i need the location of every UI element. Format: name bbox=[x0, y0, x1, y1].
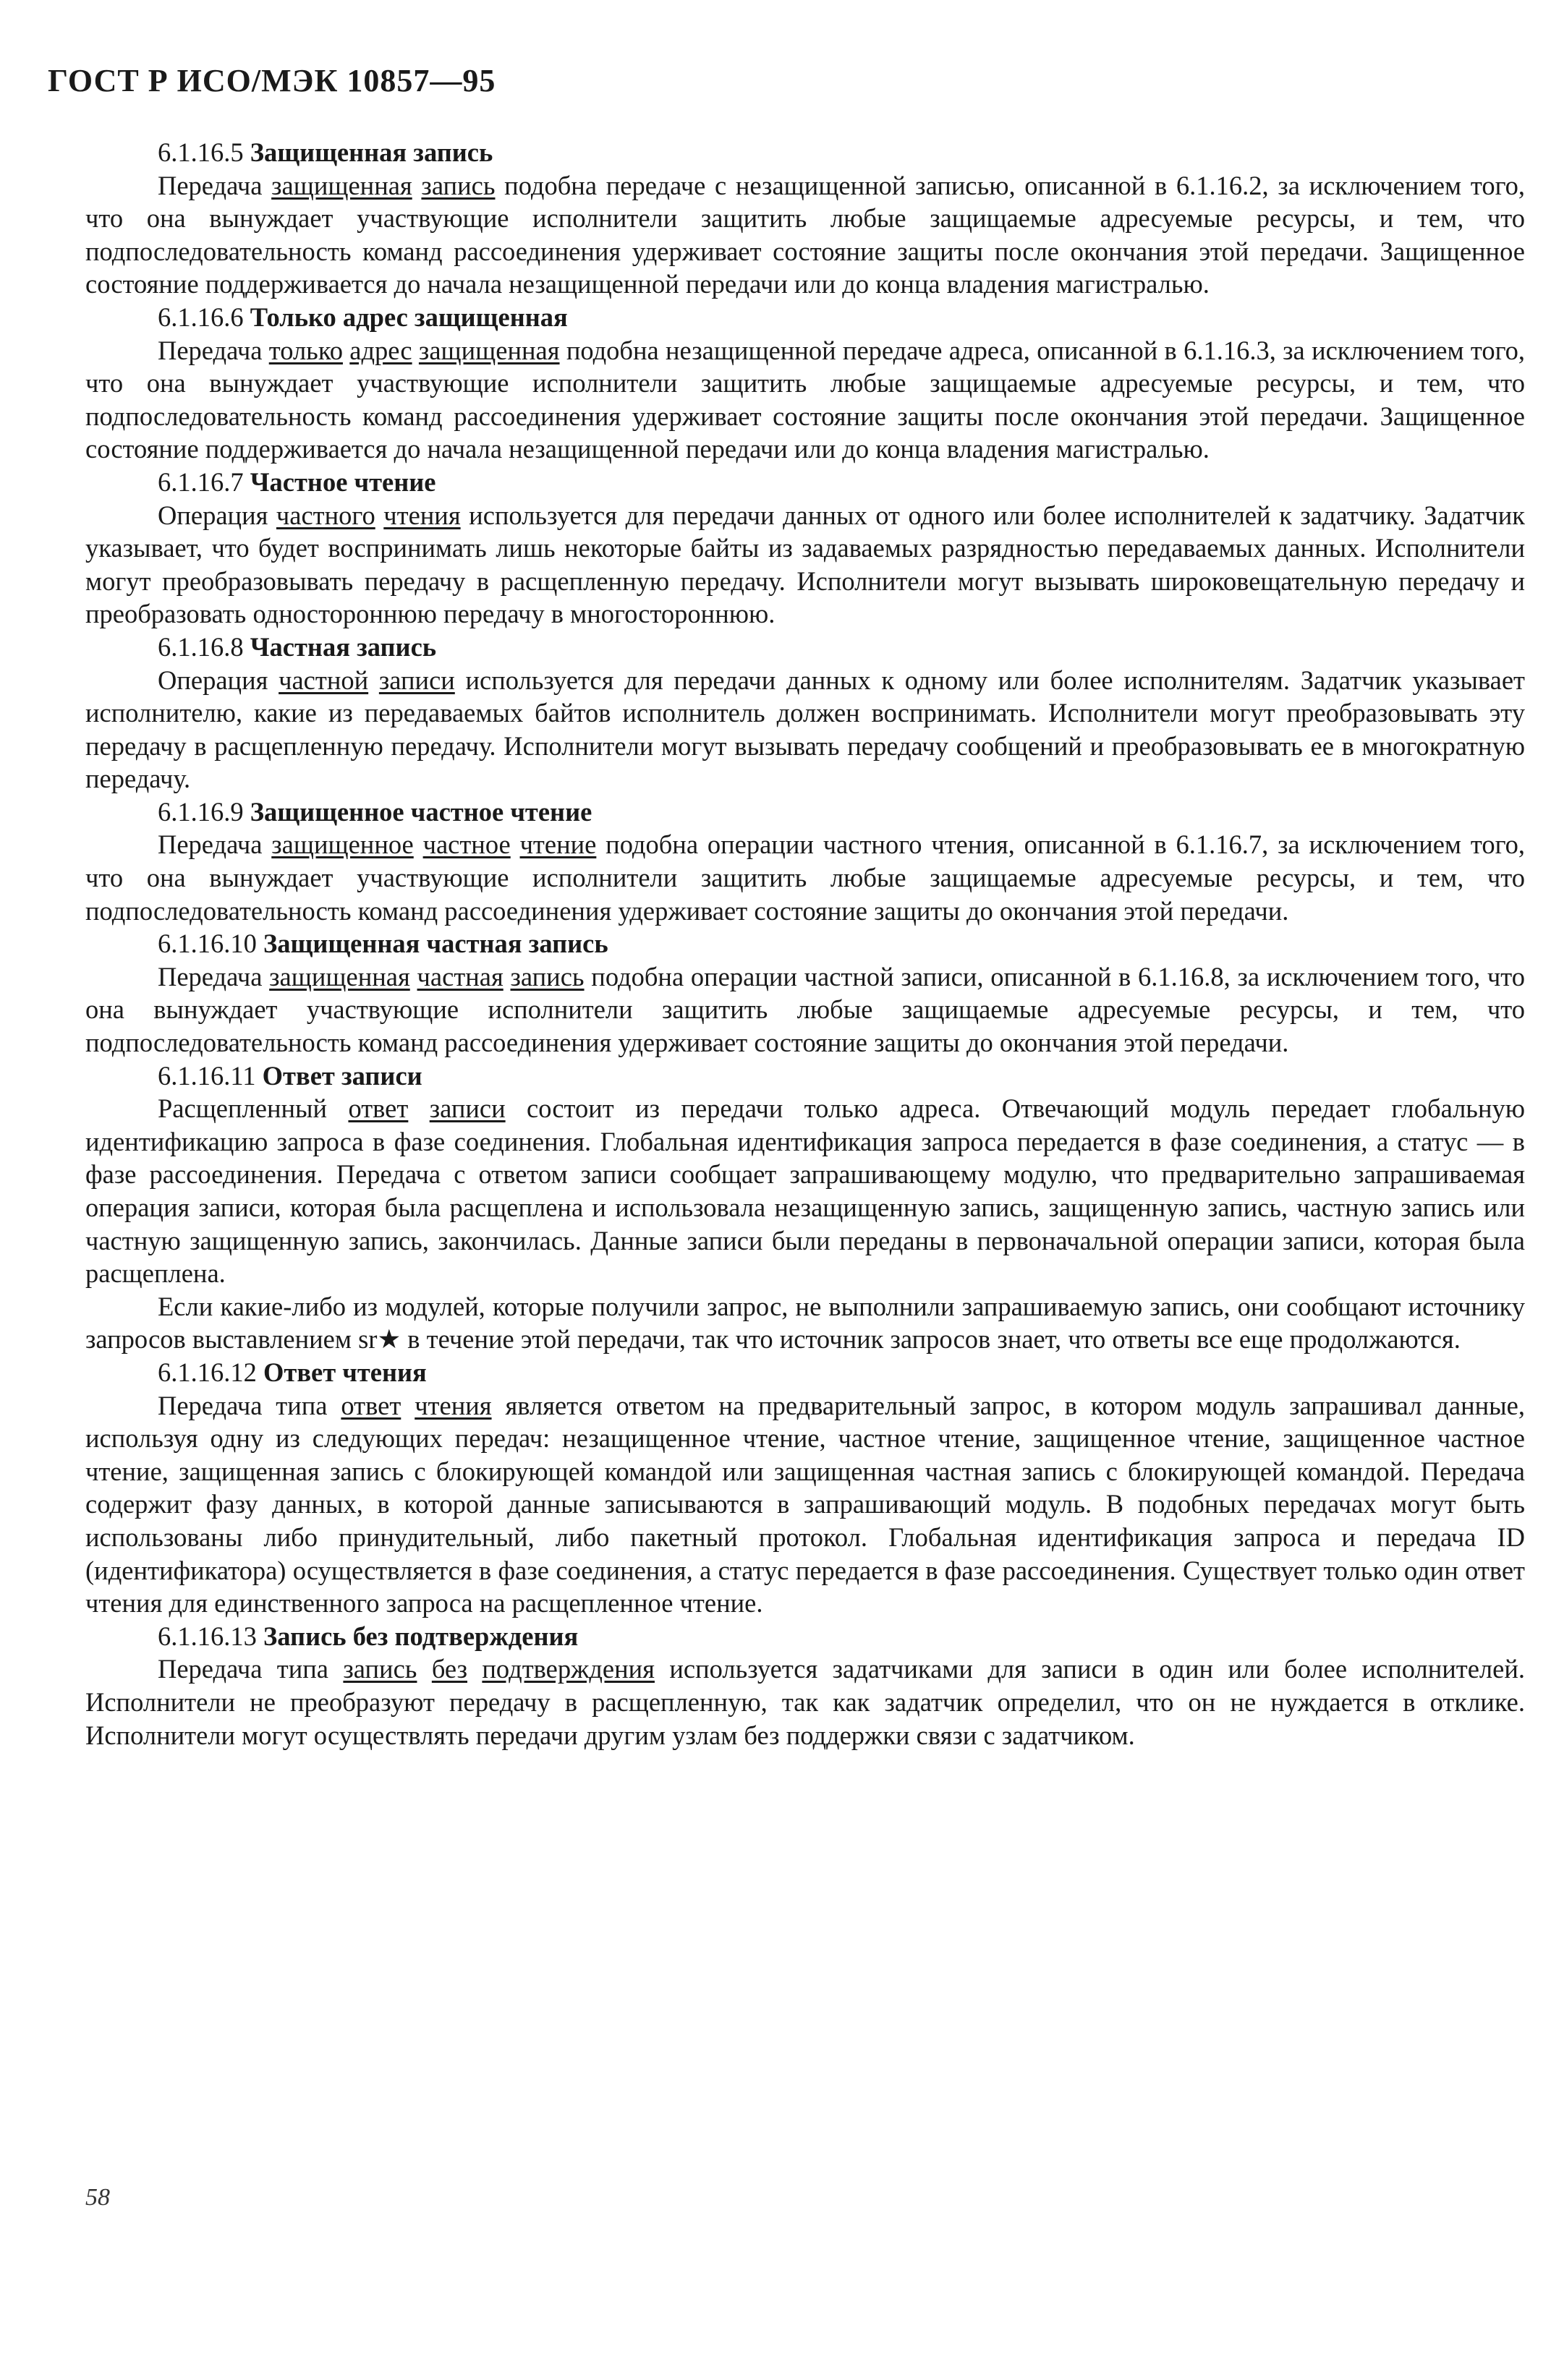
text-run: используется задатчиками для записи в один или более исполнителей. Исполнители не преобразуют передачу в расщепленную, так как задатчик определил, что он не нуждается в отклике. Исполнители могут осуществлять передачи другим узлам без поддержки связи с задатчиком. bbox=[85, 1654, 1525, 1750]
paragraph bbox=[85, 664, 1525, 796]
underlined-term: частная bbox=[417, 961, 503, 991]
section-heading bbox=[85, 301, 1525, 334]
section-title: Запись без подтверждения bbox=[263, 1621, 579, 1651]
text-run bbox=[503, 962, 511, 991]
section-heading bbox=[85, 927, 1525, 960]
section-title: Защищенная частная запись bbox=[263, 929, 608, 959]
text-run: состоит из передачи только адреса. Отвечающий модуль передает глобальную идентификацию запроса в фазе соединения. Глобальная идентификация запроса передается в фазе соединения, а статус — в фазе рассоединения. Передача с ответом записи сообщает запрашивающему модулю, что предварительно запрашиваемая операция записи, которая была расщеплена и использовала незащищенную запись, защищенную запись, частную запись или частную защищенную запись, закончилась. Данные записи были переданы в первоначальной операции записи, которая была расщеплена. bbox=[85, 1093, 1526, 1289]
section-heading bbox=[85, 796, 1525, 829]
underlined-term: без bbox=[431, 1654, 467, 1684]
paragraph bbox=[85, 1290, 1525, 1356]
text-run bbox=[414, 829, 423, 859]
section-number: 6.1.16.8 bbox=[158, 631, 244, 662]
paragraph bbox=[85, 828, 1525, 927]
text-run: подобна незащищенной передаче адреса, описанной в 6.1.16.3, за исключением того, что она вынуждает участвующие исполнители защитить любые защищаемые адресуемые ресурсы, и тем, что подпоследовательность команд рассоединения удерживает состояние защиты после окончания этой передачи. Защищенное состояние поддерживается до начала незащищенной передачи или до конца владения магистралью. bbox=[85, 335, 1526, 464]
underlined-term: запись bbox=[343, 1654, 417, 1684]
paragraph bbox=[85, 1652, 1525, 1752]
text-run bbox=[412, 171, 422, 200]
document-body bbox=[85, 136, 1525, 1752]
text-run bbox=[408, 1093, 429, 1123]
text-run: является ответом на предварительный запрос, в котором модуль запрашивал данные, используя одну из следующих передач: незащищенное чтение, частное чтение, защищенное чтение, защищенное частное чтение, защищенная запись с блокирующей командой или защищенная частная запись с блокирующей командой. Передача содержит фазу данных, в которой данные записываются в запрашивающий модуль. В подобных передачах могут быть использованы либо принудительный, либо пакетный протокол. Глобальная идентификация запроса и передача ID (идентификатора) осуществляется в фазе соединения, а статус передается в фазе рассоединения. Существует только один ответ чтения для единственного запроса на расщепленное чтение. bbox=[85, 1390, 1525, 1618]
underlined-term: чтение bbox=[519, 829, 597, 860]
text-run: Операция bbox=[158, 665, 279, 695]
underlined-term: частной bbox=[279, 665, 369, 695]
section-title: Ответ чтения bbox=[263, 1357, 427, 1387]
underlined-term: записи bbox=[429, 1093, 506, 1124]
text-run: Передача типа bbox=[158, 1654, 344, 1684]
section bbox=[85, 466, 1525, 631]
section-number: 6.1.16.5 bbox=[158, 137, 244, 167]
paragraph bbox=[85, 499, 1525, 631]
section-number: 6.1.16.11 bbox=[158, 1060, 256, 1091]
section-title: Частная запись bbox=[250, 631, 437, 662]
underlined-term: частного bbox=[276, 500, 375, 530]
underlined-term: защищенное bbox=[271, 829, 414, 860]
underlined-term: защищенная bbox=[271, 170, 412, 200]
text-run: Передача bbox=[158, 961, 270, 991]
section-title: Защищенное частное чтение bbox=[250, 796, 592, 827]
text-run: подобна операции частной записи, описанной в 6.1.16.8, за исключением того, что она вынуждает участвующие исполнители защитить любые защищаемые адресуемые ресурсы, и тем, что подпоследовательность команд рассоединения удерживает состояние защиты до окончания этой передачи. bbox=[85, 961, 1526, 1058]
paragraph bbox=[85, 1092, 1525, 1290]
underlined-term: защищенная bbox=[269, 961, 410, 991]
text-run: Передача bbox=[158, 335, 269, 365]
paragraph bbox=[85, 960, 1525, 1059]
underlined-term: защищенная bbox=[418, 335, 560, 365]
section-title: Ответ записи bbox=[262, 1060, 422, 1091]
text-run bbox=[368, 665, 379, 695]
section-heading bbox=[85, 1620, 1525, 1653]
text-run: используется для передачи данных к одному или более исполнителям. Задатчик указывает исполнителю, какие из передаваемых байтов исполнитель должен воспринимать. Исполнители могут преобразовывать эту передачу в расщепленную передачу. Исполнители могут вызывать передачу сообщений и преобразовывать ее в многократную передачу. bbox=[85, 665, 1526, 794]
section-title: Частное чтение bbox=[250, 466, 436, 497]
section bbox=[85, 301, 1525, 466]
underlined-term: запись bbox=[421, 170, 496, 200]
underlined-term: ответ bbox=[341, 1390, 401, 1420]
underlined-term: адрес bbox=[349, 335, 412, 365]
section-number: 6.1.16.13 bbox=[158, 1621, 257, 1651]
text-run bbox=[467, 1654, 482, 1684]
underlined-term: запись bbox=[510, 961, 585, 991]
page-number: 58 bbox=[85, 2184, 110, 2211]
paragraph bbox=[85, 1389, 1525, 1620]
section-heading bbox=[85, 466, 1525, 499]
document-header: ГОСТ Р ИСО/МЭК 10857—95 bbox=[48, 63, 496, 98]
section-heading bbox=[85, 1059, 1525, 1093]
section-heading bbox=[85, 1356, 1525, 1389]
underlined-term: записи bbox=[378, 665, 455, 695]
underlined-term: чтения bbox=[383, 500, 461, 530]
text-run bbox=[401, 1391, 415, 1420]
text-run: Передача bbox=[158, 829, 272, 860]
section-title: Только адрес защищенная bbox=[250, 302, 568, 332]
section-number: 6.1.16.12 bbox=[158, 1357, 257, 1387]
paragraph bbox=[85, 169, 1525, 301]
text-run: Операция bbox=[158, 500, 276, 530]
text-run bbox=[410, 962, 417, 991]
section-heading bbox=[85, 136, 1525, 169]
section bbox=[85, 1059, 1525, 1356]
text-run: Если какие-либо из модулей, которые получили запрос, не выполнили запрашиваемую запись, они сообщают источнику запросов выставлением sr★ в течение этой передачи, так что источник запросов знает, что ответы все еще продолжаются. bbox=[85, 1291, 1525, 1355]
section bbox=[85, 1620, 1525, 1752]
text-run bbox=[417, 1654, 431, 1684]
section-title: Защищенная запись bbox=[250, 137, 493, 167]
section-number: 6.1.16.6 bbox=[158, 302, 244, 332]
section bbox=[85, 796, 1525, 927]
section bbox=[85, 136, 1525, 301]
text-run: Передача типа bbox=[158, 1390, 341, 1420]
text-run: Расщепленный bbox=[158, 1093, 349, 1124]
underlined-term: чтения bbox=[415, 1390, 492, 1420]
section-heading bbox=[85, 631, 1525, 664]
text-run: используется для передачи данных от одного или более исполнителей к задатчику. Задатчик указывает, что будет воспринимать лишь некоторые байты из задаваемых разрядностью передаваемых данных. Исполнители могут преобразовывать передачу в расщепленную передачу. Исполнители могут вызывать широковещательную передачу и преобразовать одностороннюю передачу в многостороннюю. bbox=[85, 500, 1525, 629]
underlined-term: только bbox=[268, 335, 343, 365]
text-run bbox=[412, 336, 419, 365]
text-run: Передача bbox=[158, 170, 272, 200]
paragraph bbox=[85, 334, 1525, 466]
text-run bbox=[375, 500, 384, 530]
text-run bbox=[343, 336, 349, 365]
section-number: 6.1.16.10 bbox=[158, 929, 257, 959]
underlined-term: частное bbox=[422, 829, 511, 860]
text-run: подобна передаче с незащищенной записью, описанной в 6.1.16.2, за исключением того, что она вынуждает участвующие исполнители защитить любые защищаемые адресуемые ресурсы, и тем, что подпоследовательность команд рассоединения удерживает состояние защиты после окончания этой передачи. Защищенное состояние поддерживается до начала незащищенной передачи или до конца владения магистралью. bbox=[85, 170, 1526, 299]
section-number: 6.1.16.7 bbox=[158, 466, 244, 497]
underlined-term: ответ bbox=[348, 1093, 409, 1124]
section bbox=[85, 1356, 1525, 1620]
section-number: 6.1.16.9 bbox=[158, 796, 244, 827]
text-run bbox=[511, 829, 520, 859]
section bbox=[85, 927, 1525, 1059]
text-run: подобна операции частного чтения, описанной в 6.1.16.7, за исключением того, что она вынуждает участвующие исполнители защитить любые защищаемые адресуемые ресурсы, и тем, что подпоследовательность команд рассоединения удерживает состояние защиты до окончания этой передачи. bbox=[85, 829, 1526, 926]
section bbox=[85, 631, 1525, 796]
underlined-term: подтверждения bbox=[482, 1654, 655, 1684]
